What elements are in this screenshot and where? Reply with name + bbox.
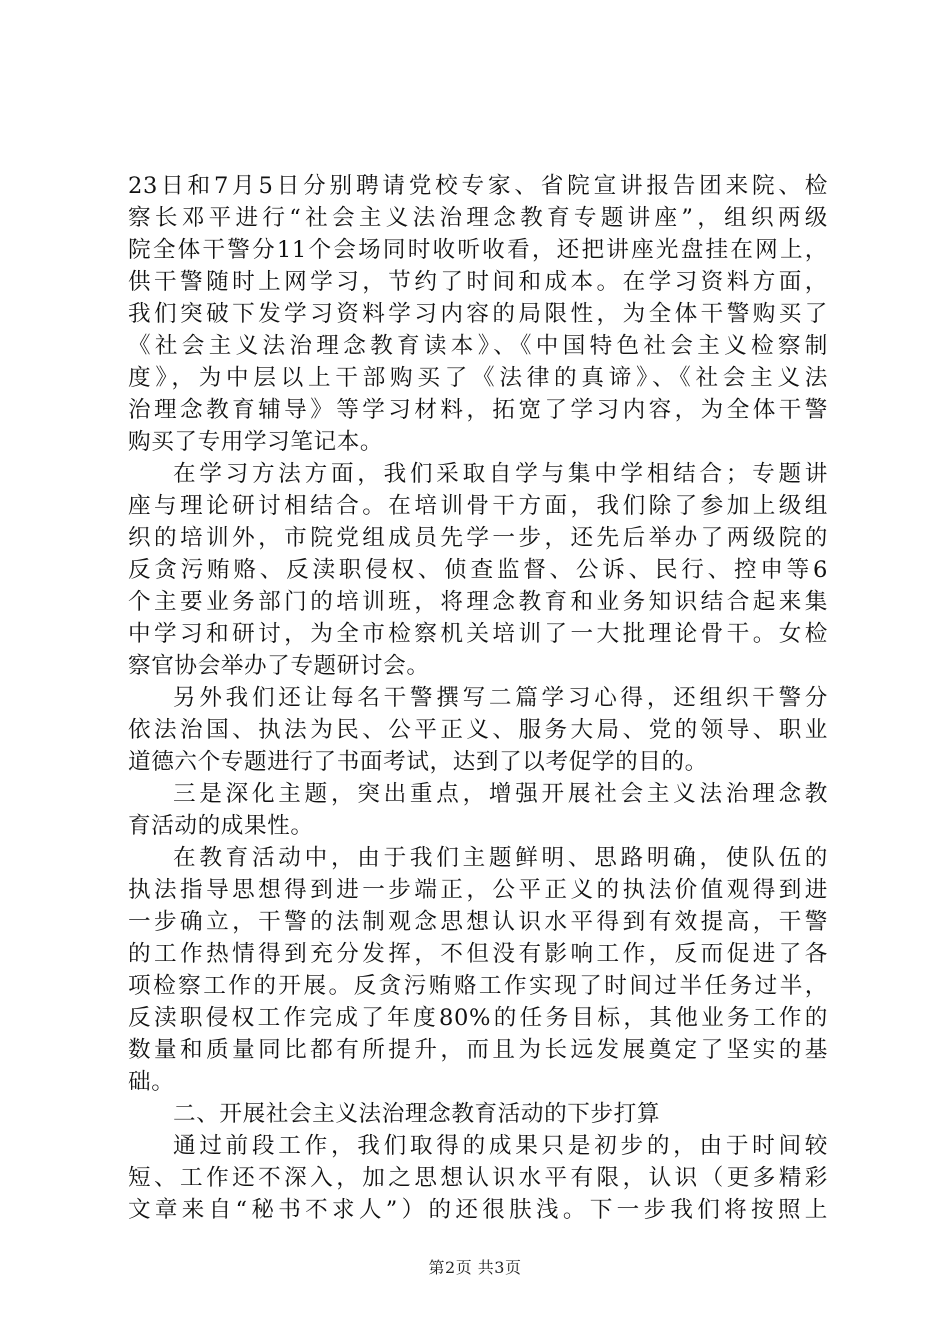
text-line: 购买了专用学习笔记本。 [128, 429, 384, 455]
text-line: 察长邓平进行“社会主义法治理念教育专题讲座”，组织两级 [128, 205, 828, 231]
text-line: 一步确立，干警的法制观念思想认识水平得到有效提高，干警 [128, 909, 828, 935]
paragraph-start: 通过前段工作，我们取得的成果只是初步的，由于时间较 [173, 1133, 828, 1159]
paragraph-start: 在学习方法方面，我们采取自学与集中学相结合；专题讲 [173, 461, 828, 487]
text-line: 座与理论研讨相结合。在培训骨干方面，我们除了参加上级组 [128, 493, 828, 519]
text-line: 依法治国、执法为民、公平正义、服务大局、党的领导、职业 [128, 717, 828, 743]
text-line: 《社会主义法治理念教育读本》、《中国特色社会主义检察制 [128, 333, 828, 359]
text-line: 数量和质量同比都有所提升，而且为长远发展奠定了坚实的基 [128, 1037, 828, 1063]
text-line: 织的培训外，市院党组成员先学一步，还先后举办了两级院的 [128, 525, 828, 551]
text-line: 个主要业务部门的培训班，将理念教育和业务知识结合起来集 [128, 589, 828, 615]
text-line: 的工作热情得到充分发挥，不但没有影响工作，反而促进了各 [128, 941, 828, 967]
text-line: 我们突破下发学习资料学习内容的局限性，为全体干警购买了 [128, 301, 828, 327]
text-line: 反贪污贿赂、反渎职侵权、侦查监督、公诉、民行、控申等6 [128, 557, 828, 583]
text-line: 短、工作还不深入，加之思想认识水平有限，认识（更多精彩 [128, 1165, 828, 1191]
text-line: 中学习和研讨，为全市检察机关培训了一大批理论骨干。女检 [128, 621, 828, 647]
text-line: 项检察工作的开展。反贪污贿赂工作实现了时间过半任务过半， [128, 973, 828, 999]
page-number-footer: 第2页 共3页 [428, 1258, 522, 1277]
section-heading: 二、开展社会主义法治理念教育活动的下步打算 [173, 1101, 661, 1127]
text-line: 23日和7月5日分别聘请党校专家、省院宣讲报告团来院、检 [128, 173, 828, 199]
text-line: 文章来自“秘书不求人”）的还很肤浅。下一步我们将按照上 [128, 1197, 828, 1223]
section-heading: 三是深化主题，突出重点，增强开展社会主义法治理念教 [173, 781, 828, 807]
text-line: 执法指导思想得到进一步端正，公平正义的执法价值观得到进 [128, 877, 828, 903]
body-text [128, 170, 828, 1226]
section-heading-cont: 育活动的成果性。 [128, 813, 314, 839]
text-line: 础。 [128, 1069, 175, 1095]
text-line: 道德六个专题进行了书面考试，达到了以考促学的目的。 [128, 749, 708, 775]
text-line: 供干警随时上网学习，节约了时间和成本。在学习资料方面， [128, 269, 828, 295]
text-line: 反渎职侵权工作完成了年度80%的任务目标，其他业务工作的 [128, 1005, 828, 1031]
text-line: 察官协会举办了专题研讨会。 [128, 653, 430, 679]
paragraph-start: 另外我们还让每名干警撰写二篇学习心得，还组织干警分 [173, 685, 828, 711]
text-line: 院全体干警分11个会场同时收听收看，还把讲座光盘挂在网上， [128, 237, 828, 263]
text-line: 治理念教育辅导》等学习材料，拓宽了学习内容，为全体干警 [128, 397, 828, 423]
paragraph-start: 在教育活动中，由于我们主题鲜明、思路明确，使队伍的 [173, 845, 828, 871]
text-line: 度》，为中层以上干部购买了《法律的真谛》、《社会主义法 [128, 365, 828, 391]
